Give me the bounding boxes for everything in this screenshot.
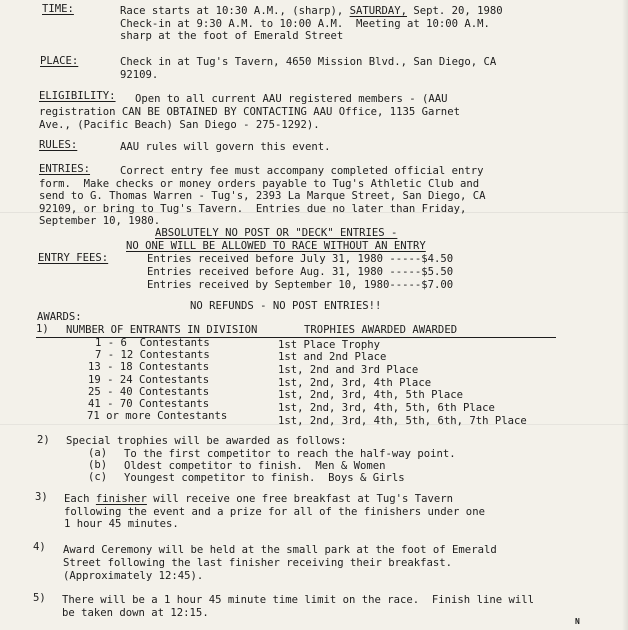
awards-header-trophies: TROPHIES AWARDED AWARDED [304, 324, 458, 336]
award-row-trophies: 1st, 2nd, 3rd, 4th, 5th Place [278, 389, 463, 401]
award-row-trophies: 1st, 2nd, 3rd, 4th, 5th, 6th, 7th Place [278, 415, 527, 427]
item-2-sub-text: Oldest competitor to finish. Men & Women [124, 460, 386, 472]
awards-header-number: 1) [36, 323, 49, 335]
entries-line-5: September 10, 1980. [39, 215, 161, 227]
entries-line-3: send to G. Thomas Warren - Tug's, 2393 La Marque Street, San Diego, CA [39, 190, 486, 202]
no-refunds-notice: NO REFUNDS - NO POST ENTRIES!! [190, 300, 382, 312]
eligibility-line-1: Open to all current AAU registered members - (AAU [135, 93, 448, 105]
award-row-entrants: 71 or more Contestants [87, 410, 228, 422]
item-2-sub-text: Youngest competitor to finish. Boys & Girls [124, 472, 405, 484]
award-row-entrants: 1 - 6 Contestants [95, 337, 210, 349]
item-4-line-2: Street following the last finisher receiving their breakfast. [63, 557, 453, 569]
item-3-line-2: following the event and a prize for all of the finishers under one [64, 506, 485, 518]
notice-no-post-entries: ABSOLUTELY NO POST OR "DECK" ENTRIES - [155, 227, 398, 239]
time-line-2: Check-in at 9:30 A.M. to 10:00 A.M. Meeting at 10:00 A.M. [120, 18, 490, 30]
entries-line-1: Correct entry fee must accompany completed official entry [120, 165, 484, 177]
place-line-1: Check in at Tug's Tavern, 4650 Mission Blvd., San Diego, CA [120, 56, 497, 68]
rules-label: RULES: [39, 139, 78, 151]
item-4-number: 4) [33, 541, 46, 553]
time-line-1: Race starts at 10:30 A.M., (sharp), SATURDAY, Sept. 20, 1980 [120, 5, 503, 17]
entry-fees-label: ENTRY FEES: [38, 252, 109, 264]
award-row-trophies: 1st, 2nd, 3rd, 4th, 5th, 6th Place [278, 402, 495, 414]
award-row-trophies: 1st, 2nd, 3rd, 4th Place [278, 377, 432, 389]
award-row-trophies: 1st, 2nd and 3rd Place [278, 364, 419, 376]
item-2-sub-text: To the first competitor to reach the half-way point. [124, 448, 456, 460]
item-5-number: 5) [33, 592, 46, 604]
entries-line-4: 92109, or bring to Tug's Tavern. Entries due no later than Friday, [39, 203, 467, 215]
awards-label: AWARDS: [37, 311, 82, 323]
eligibility-line-3: Ave., (Pacific Beach) San Diego - 275-1292). [39, 119, 320, 131]
award-row-entrants: 7 - 12 Contestants [95, 349, 210, 361]
eligibility-line-2: registration CAN BE OBTAINED BY CONTACTING AAU Office, 1135 Garnet [39, 106, 460, 118]
item-2-sub-key: (a) [88, 447, 108, 459]
entry-fee-row: Entries received before July 31, 1980 -----$4.50 [147, 253, 454, 265]
place-line-2: 92109. [120, 69, 159, 81]
notice-no-race-without-entry: NO ONE WILL BE ALLOWED TO RACE WITHOUT AN ENTRY [126, 240, 426, 252]
item-3-line-3: 1 hour 45 minutes. [64, 518, 179, 530]
paper-edge-shadow [622, 0, 628, 630]
place-label: PLACE: [40, 55, 79, 67]
item-3-number: 3) [35, 491, 48, 503]
item-2-intro: Special trophies will be awarded as follows: [66, 435, 347, 447]
entries-label: ENTRIES: [39, 163, 91, 175]
award-row-entrants: 13 - 18 Contestants [88, 361, 210, 373]
item-4-line-3: (Approximately 12:45). [63, 570, 204, 582]
award-row-trophies: 1st Place Trophy [278, 339, 381, 351]
rules-text: AAU rules will govern this event. [120, 141, 331, 153]
time-line-3: sharp at the foot of Emerald Street [120, 30, 344, 42]
item-2-sub-key: (b) [88, 459, 108, 471]
awards-header-entrants: NUMBER OF ENTRANTS IN DIVISION [66, 324, 258, 336]
item-5-line-2: be taken down at 12:15. [62, 607, 209, 619]
award-row-trophies: 1st and 2nd Place [278, 351, 387, 363]
time-label: TIME: [42, 3, 74, 15]
award-row-entrants: 41 - 70 Contestants [88, 398, 210, 410]
item-3-line-1: Each finisher will receive one free breakfast at Tug's Tavern [64, 493, 454, 505]
award-row-entrants: 25 - 40 Contestants [88, 386, 210, 398]
item-5-line-1: There will be a 1 hour 45 minute time limit on the race. Finish line will [62, 594, 534, 606]
entry-fee-row: Entries received before Aug. 31, 1980 -----$5.50 [147, 266, 454, 278]
item-2-number: 2) [37, 434, 50, 446]
entry-fee-row: Entries received by September 10, 1980-----$7.00 [147, 279, 454, 291]
item-4-line-1: Award Ceremony will be held at the small park at the foot of Emerald [63, 544, 497, 556]
eligibility-label: ELIGIBILITY: [39, 90, 116, 102]
corner-mark: N [575, 617, 580, 626]
item-2-sub-key: (c) [88, 471, 108, 483]
award-row-entrants: 19 - 24 Contestants [88, 374, 210, 386]
entries-line-2: form. Make checks or money orders payable to Tug's Athletic Club and [39, 178, 480, 190]
